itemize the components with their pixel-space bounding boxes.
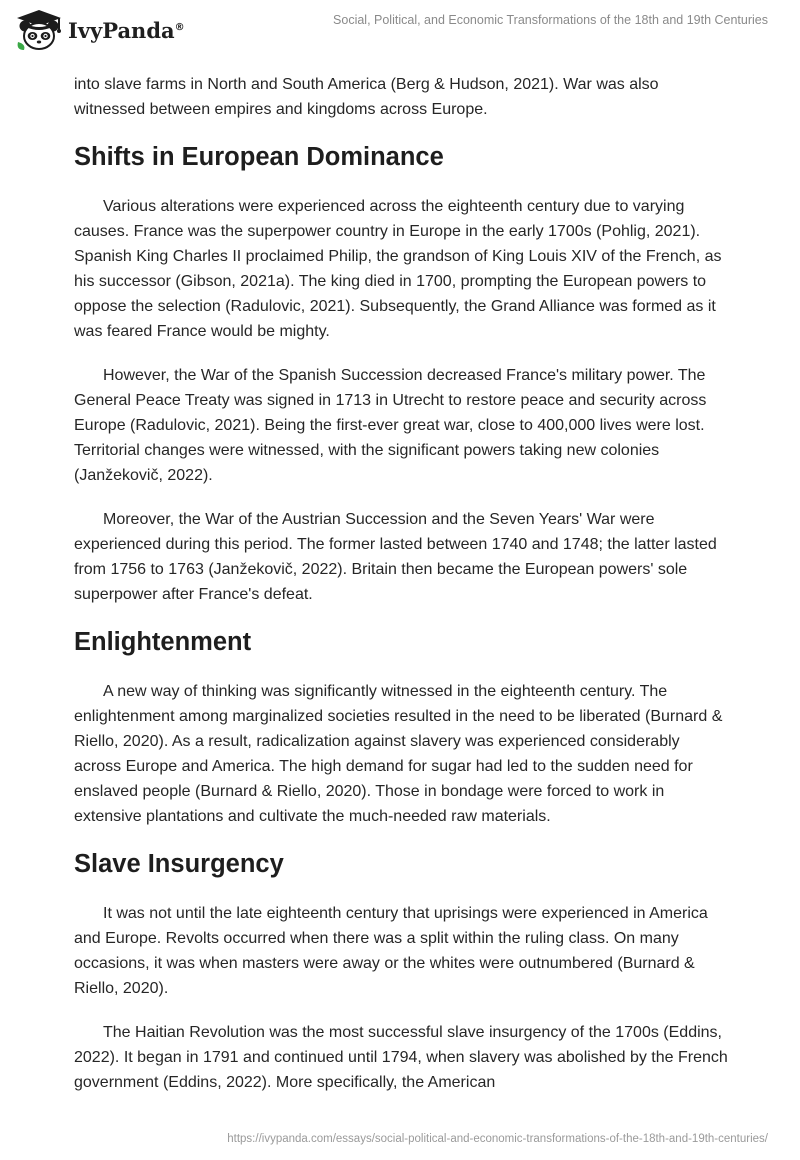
- body-paragraph: A new way of thinking was significantly witnessed in the eighteenth century. The enlightenment among marginalized societies resulted in the need to be liberated (Burnard & Riello, 2020). As a result, radicalization against slavery was experienced considerably across Europe and America. The high demand for sugar had led to the sudden need for enslaved people (Burnard & Riello, 2020). Those in bondage were forced to work in extensive plantations and cultivate the much-needed raw materials.: [74, 683, 723, 825]
- body-paragraph: The Haitian Revolution was the most successful slave insurgency of the 1700s (Eddins, 2022). It began in 1791 and continued until 1794, when slavery was abolished by the French government (Eddins, 2022). More specifically, the American: [74, 1024, 728, 1091]
- heading-slave-insurgency: Slave Insurgency: [74, 850, 284, 878]
- heading-shifts-in-european-dominance: Shifts in European Dominance: [74, 143, 444, 171]
- panda-graduate-icon: [14, 8, 64, 52]
- body-paragraph: Moreover, the War of the Austrian Succession and the Seven Years' War were experienced during this period. The former lasted between 1740 and 1748; the latter lasted from 1756 to 1763 (Janžekovič, 2022). Britain then became the European powers' sole superpower after France's defeat.: [74, 511, 717, 603]
- page-header: [0, 0, 800, 64]
- essay-body: [74, 72, 728, 1114]
- registered-mark: ®: [174, 21, 185, 33]
- source-url-link[interactable]: https://ivypanda.com/essays/social-political-and-economic-transformations-of-the-18th-and-19th-centuries/: [227, 1133, 768, 1145]
- document-title: Social, Political, and Economic Transformations of the 18th and 19th Centuries: [333, 13, 768, 27]
- logo-wordmark: IvyPanda®: [68, 17, 185, 43]
- body-paragraph: Various alterations were experienced across the eighteenth century due to varying causes. France was the superpower country in Europe in the early 1700s (Pohlig, 2021). Spanish King Charles II proclaimed Philip, the grandson of King Louis XIV of the French, as his successor (Gibson, 2021a). The king died in 1700, prompting the European powers to oppose the selection (Radulovic, 2021). Subsequently, the Grand Alliance was formed as it was feared France would be mighty.: [74, 198, 722, 340]
- ivypanda-logo[interactable]: [14, 8, 185, 52]
- body-paragraph: It was not until the late eighteenth century that uprisings were experienced in America and Europe. Revolts occurred when there was a split within the ruling class. On many occasions, it was when masters were away or the whites were outnumbered (Burnard & Riello, 2020).: [74, 905, 708, 997]
- heading-enlightenment: Enlightenment: [74, 628, 252, 656]
- intro-paragraph: into slave farms in North and South America (Berg & Hudson, 2021). War was also witnessed between empires and kingdoms across Europe.: [74, 76, 659, 118]
- body-paragraph: However, the War of the Spanish Succession decreased France's military power. The General Peace Treaty was signed in 1713 in Utrecht to restore peace and security across Europe (Radulovic, 2021). Being the first-ever great war, close to 400,000 lives were lost. Territorial changes were witnessed, with the significant powers taking new colonies (Janžekovič, 2022).: [74, 367, 707, 484]
